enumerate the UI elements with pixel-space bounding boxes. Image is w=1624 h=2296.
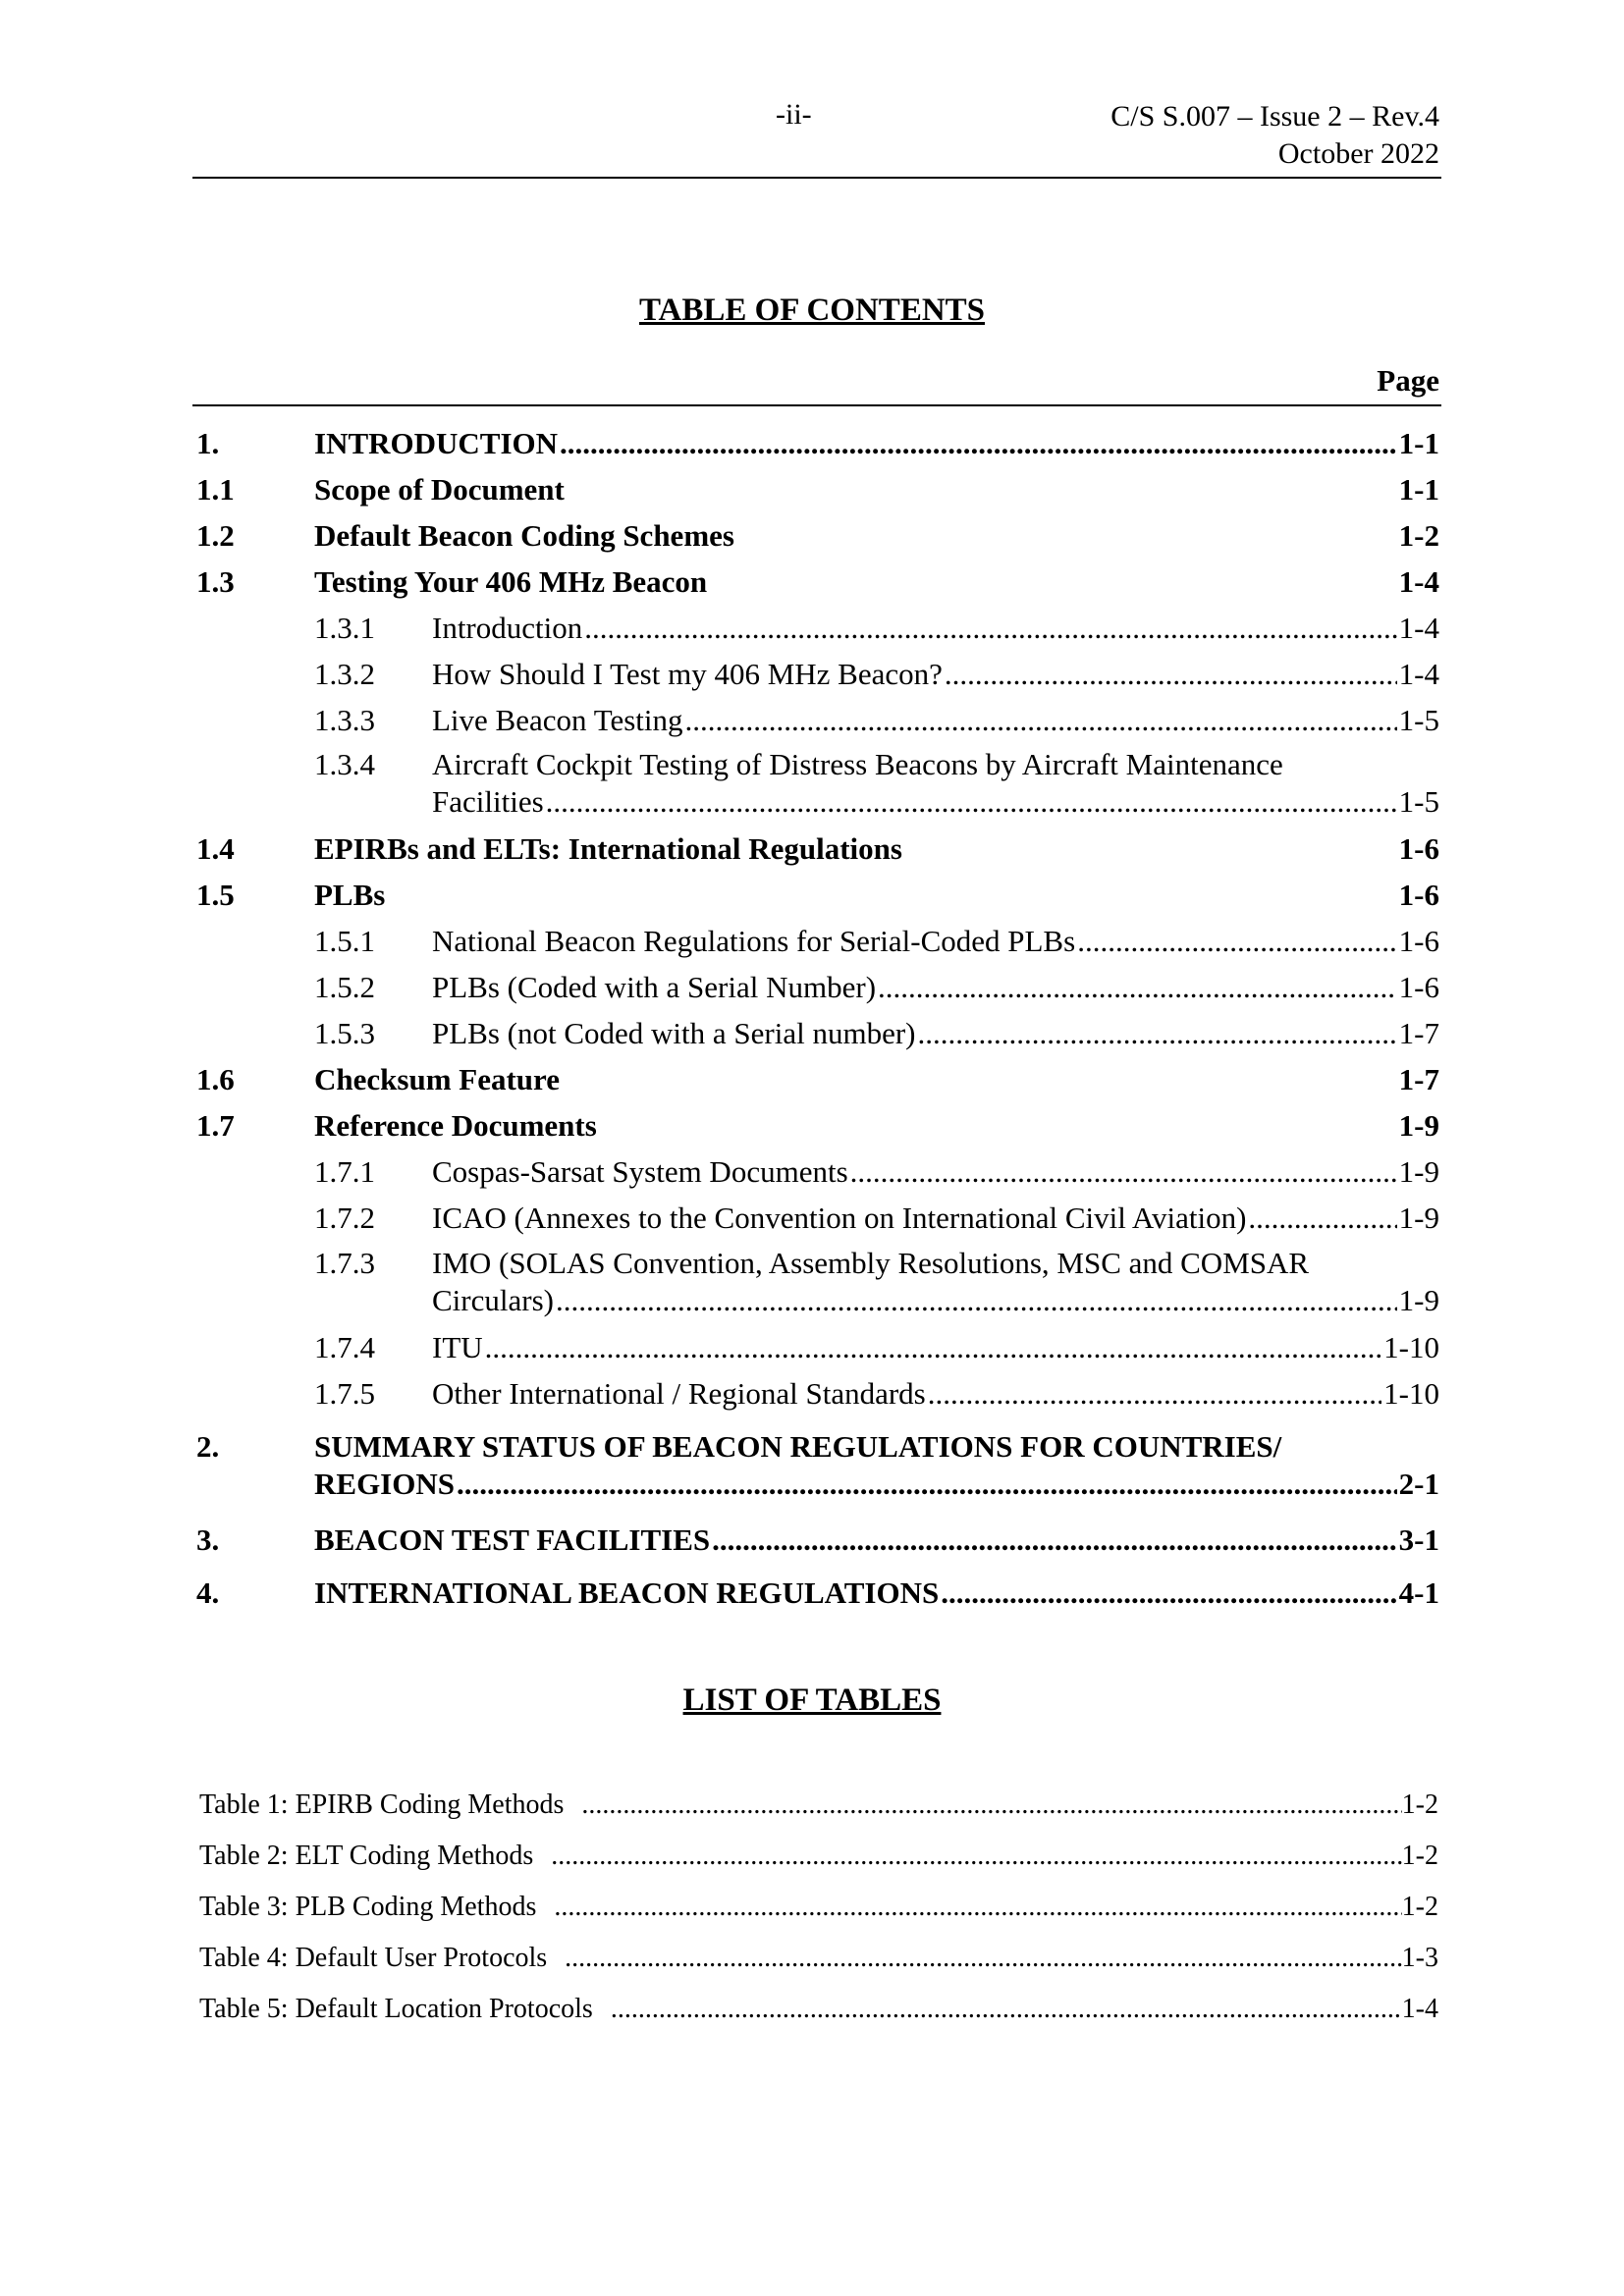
dot-leader: [712, 1522, 1397, 1559]
toc-entry-number: 1.5: [196, 878, 235, 912]
table-entry[interactable]: [199, 1840, 1438, 1873]
toc-entry-number: 2.: [196, 1429, 220, 1464]
toc-entry-page: 1-1: [1398, 472, 1439, 507]
toc-entry-number: 1.3.1: [314, 611, 375, 645]
dot-leader: [850, 1153, 1397, 1191]
toc-entry-title-cont: Facilities: [432, 784, 544, 819]
toc-entry-title: BEACON TEST FACILITIES: [314, 1522, 711, 1557]
dot-leader: [945, 656, 1397, 693]
toc-entry-page: 1-7: [1398, 1016, 1439, 1050]
toc-entry-title: EPIRBs and ELTs: International Regulations: [314, 831, 902, 866]
toc-entry-number: 1.7.5: [314, 1376, 375, 1411]
toc-entry-title: IMO (SOLAS Convention, Assembly Resolutions, MSC and COMSAR: [432, 1246, 1310, 1280]
toc-entry-title-cont: REGIONS: [314, 1467, 455, 1501]
dot-leader: [457, 1466, 1397, 1503]
toc-entry-number: 1.: [196, 426, 220, 460]
toc-entry-title: PLBs (Coded with a Serial Number): [432, 970, 877, 1004]
dot-leader: [1248, 1200, 1396, 1237]
toc-entry-page: 1-9: [1398, 1283, 1439, 1317]
toc-entry-title: Scope of Document: [314, 472, 565, 507]
toc-entry-title: National Beacon Regulations for Serial-Coded PLBs: [432, 924, 1076, 958]
dot-leader: [581, 1789, 1401, 1822]
list-of-tables-title: LIST OF TABLES: [682, 1682, 942, 1718]
toc-entry-number: 1.6: [196, 1062, 235, 1096]
toc-entry-page: 1-10: [1383, 1330, 1439, 1364]
page-number: -ii-: [776, 98, 812, 131]
toc-entry-number: 1.5.2: [314, 970, 375, 1004]
toc-entry-number: 1.7.1: [314, 1154, 375, 1189]
dot-leader: [685, 702, 1397, 739]
toc-entry-page: 1-6: [1398, 831, 1439, 866]
page-column-label: Page: [1377, 363, 1439, 398]
toc-entry-title: How Should I Test my 406 MHz Beacon?: [432, 657, 943, 691]
toc-entry-title: Other International / Regional Standards: [432, 1376, 926, 1411]
table-entry-title: Table 4: Default User Protocols: [199, 1943, 548, 1973]
header-divider: [192, 177, 1441, 179]
toc-entry-title: ITU: [432, 1330, 483, 1364]
toc-entry-page: 1-9: [1398, 1154, 1439, 1189]
document-reference: [1110, 98, 1439, 173]
table-entry-title: Table 5: Default Location Protocols: [199, 1994, 593, 2024]
dot-leader: [551, 1840, 1401, 1873]
table-entry[interactable]: [199, 1789, 1438, 1822]
dot-leader: [878, 969, 1397, 1006]
toc-entry-number: 1.3.2: [314, 657, 375, 691]
toc-entry-title: Introduction: [432, 611, 583, 645]
table-entry-title: Table 2: ELT Coding Methods: [199, 1841, 534, 1871]
table-entry-page: 1-2: [1401, 1892, 1438, 1922]
dot-leader: [565, 1942, 1402, 1975]
dot-leader: [584, 610, 1396, 647]
toc-entry-title: Checksum Feature: [314, 1062, 560, 1096]
toc-entry-page: 1-6: [1398, 878, 1439, 912]
table-entry[interactable]: [199, 1891, 1438, 1924]
toc-entry-page: 1-9: [1398, 1201, 1439, 1235]
toc-entry-number: 1.7.3: [314, 1246, 375, 1280]
toc-entry-number: 1.7: [196, 1108, 235, 1143]
table-entry-page: 1-3: [1401, 1943, 1438, 1973]
toc-entry-page: 1-7: [1398, 1062, 1439, 1096]
toc-entry-page: 2-1: [1398, 1467, 1439, 1501]
toc-entry-page: 4-1: [1398, 1575, 1439, 1610]
table-entry[interactable]: [199, 1942, 1438, 1975]
toc-entry-page: 1-4: [1398, 611, 1439, 645]
toc-entry-page: 1-9: [1398, 1108, 1439, 1143]
toc-entry-number: 4.: [196, 1575, 220, 1610]
toc-entry-number: 1.7.4: [314, 1330, 375, 1364]
toc-entry-title: ICAO (Annexes to the Convention on International Civil Aviation): [432, 1201, 1247, 1235]
dot-leader: [611, 1993, 1402, 2026]
toc-entry-page: 1-6: [1398, 970, 1439, 1004]
toc-entry-title: PLBs: [314, 878, 386, 912]
table-entry-page: 1-4: [1401, 1994, 1438, 2024]
toc-entry-number: 1.5.3: [314, 1016, 375, 1050]
dot-leader: [554, 1891, 1401, 1924]
toc-entry-title: SUMMARY STATUS OF BEACON REGULATIONS FOR COUNTRIES/: [314, 1429, 1282, 1464]
toc-entry-number: 1.1: [196, 472, 235, 507]
toc-entry-number: 1.3.3: [314, 703, 375, 737]
toc-entry-title-cont: Circulars): [432, 1283, 554, 1317]
toc-entry-number: 1.4: [196, 831, 235, 866]
toc-entry-title: Aircraft Cockpit Testing of Distress Beacons by Aircraft Maintenance: [432, 747, 1283, 781]
toc-entry-page: 1-1: [1398, 426, 1439, 460]
toc-entry-title: Cospas-Sarsat System Documents: [432, 1154, 848, 1189]
table-entry-title: Table 1: EPIRB Coding Methods: [199, 1789, 565, 1820]
table-entry-page: 1-2: [1401, 1841, 1438, 1871]
toc-entry-number: 1.7.2: [314, 1201, 375, 1235]
dot-leader: [941, 1575, 1396, 1612]
toc-entry-page: 1-2: [1398, 518, 1439, 553]
toc-entry-page: 1-5: [1398, 784, 1439, 819]
dot-leader: [918, 1015, 1397, 1052]
dot-leader: [928, 1375, 1381, 1413]
toc-entry-page: 1-4: [1398, 657, 1439, 691]
toc-title: TABLE OF CONTENTS: [638, 293, 986, 328]
document-date: October 2022: [1277, 137, 1439, 170]
document-id: C/S S.007 – Issue 2 – Rev.4: [1110, 100, 1439, 133]
toc-entry-page: 1-4: [1398, 564, 1439, 599]
toc-entry-title: PLBs (not Coded with a Serial number): [432, 1016, 916, 1050]
toc-entry-title: Testing Your 406 MHz Beacon: [314, 564, 708, 599]
toc-entry-title: Reference Documents: [314, 1108, 597, 1143]
toc-entry-title: Live Beacon Testing: [432, 703, 683, 737]
dot-leader: [546, 783, 1397, 821]
toc-entry-number: 1.5.1: [314, 924, 375, 958]
toc-entry-number: 1.2: [196, 518, 235, 553]
toc-entry-title: INTRODUCTION: [314, 426, 559, 460]
toc-entry-number: 3.: [196, 1522, 220, 1557]
dot-leader: [485, 1329, 1382, 1366]
toc-entry-title: Default Beacon Coding Schemes: [314, 518, 734, 553]
toc-entry-number: 1.3.4: [314, 747, 375, 781]
toc-entry-title: INTERNATIONAL BEACON REGULATIONS: [314, 1575, 940, 1610]
table-entry[interactable]: [199, 1993, 1438, 2026]
toc-entry-page: 1-5: [1398, 703, 1439, 737]
dot-leader: [556, 1282, 1397, 1319]
dot-leader: [1077, 923, 1396, 960]
toc-entry-number: 1.3: [196, 564, 235, 599]
toc-entry-page: 1-10: [1383, 1376, 1439, 1411]
toc-entry-page: 3-1: [1398, 1522, 1439, 1557]
toc-entry-page: 1-6: [1398, 924, 1439, 958]
toc-divider: [192, 404, 1441, 406]
table-entry-title: Table 3: PLB Coding Methods: [199, 1892, 537, 1922]
dot-leader: [560, 425, 1397, 462]
table-entry-page: 1-2: [1401, 1789, 1438, 1820]
